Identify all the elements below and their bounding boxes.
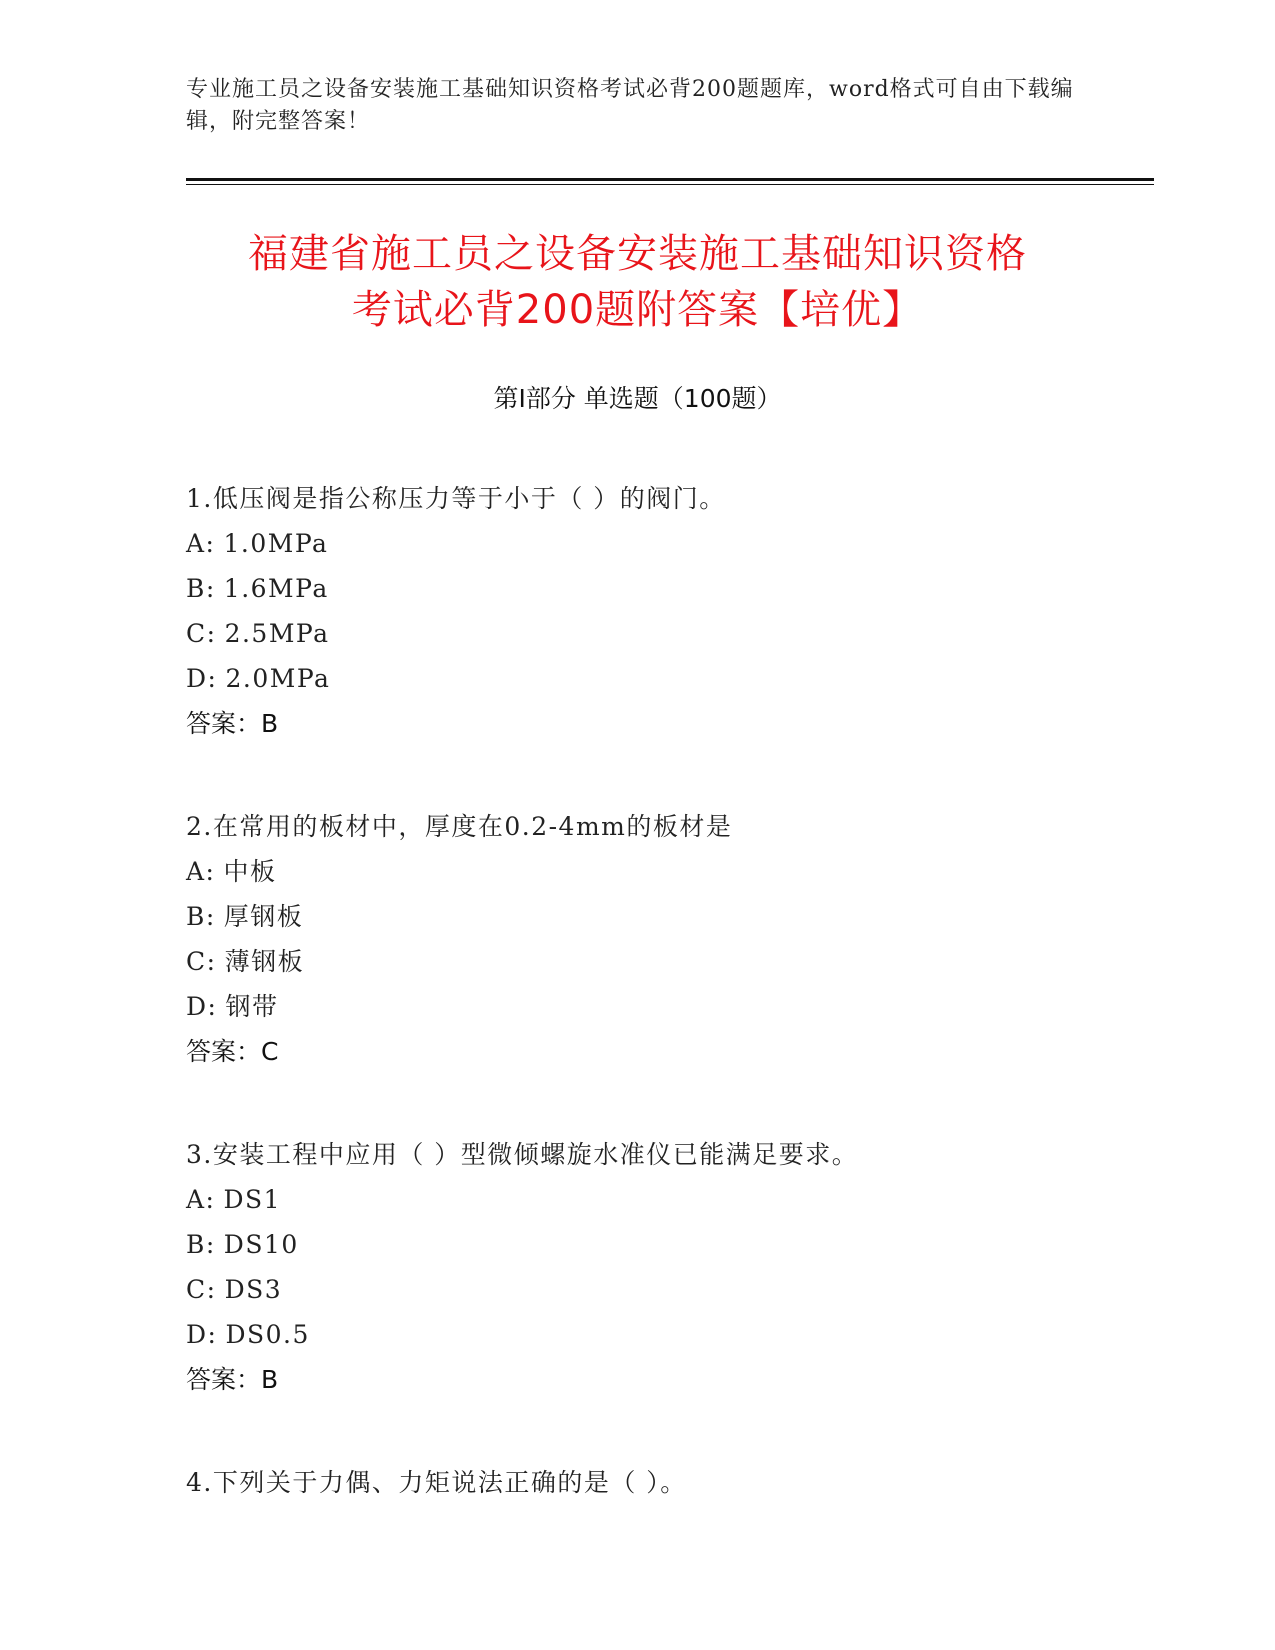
option-value: 2.5MPa <box>224 619 330 648</box>
question-2 <box>186 804 1146 1074</box>
option-value: DS10 <box>223 1230 299 1259</box>
option-key: A: <box>186 529 216 558</box>
question-3 <box>186 1132 1146 1402</box>
option-value: 厚钢板 <box>223 902 304 931</box>
option-a <box>186 521 1146 566</box>
option-key: B: <box>186 902 216 931</box>
answer-line: 答案：B <box>186 1365 279 1394</box>
header-note: 专业施工员之设备安装施工基础知识资格考试必背200题题库，word格式可自由下载编辑，附完整答案！ <box>186 77 1074 134</box>
option-key: C: <box>186 619 217 648</box>
option-key: A: <box>186 857 216 886</box>
answer-line: 答案：C <box>186 1037 279 1066</box>
option-value: 1.6MPa <box>223 574 329 603</box>
answer-line: 答案：B <box>186 709 279 738</box>
option-value: 薄钢板 <box>224 947 305 976</box>
option-key: B: <box>186 1230 216 1259</box>
option-key: D: <box>186 992 218 1021</box>
option-a <box>186 849 1146 894</box>
option-b <box>186 894 1146 939</box>
option-key: D: <box>186 664 218 693</box>
question-text: 2.在常用的板材中，厚度在0.2-4mm的板材是 <box>186 812 733 841</box>
option-value: 中板 <box>223 857 277 886</box>
option-c <box>186 939 1146 984</box>
question-text: 4.下列关于力偶、力矩说法正确的是（ ）。 <box>186 1468 687 1497</box>
option-value: 1.0MPa <box>223 529 329 558</box>
question-1 <box>186 476 1146 746</box>
option-b <box>186 566 1146 611</box>
option-d <box>186 1312 1146 1357</box>
option-key: D: <box>186 1320 218 1349</box>
option-b <box>186 1222 1146 1267</box>
option-value: DS0.5 <box>225 1320 310 1349</box>
question-text: 1.低压阀是指公称压力等于小于（ ）的阀门。 <box>186 484 726 513</box>
question-4 <box>186 1460 1146 1505</box>
option-value: 2.0MPa <box>225 664 331 693</box>
option-key: C: <box>186 947 217 976</box>
option-value: 钢带 <box>225 992 279 1021</box>
header-rule-thin <box>186 184 1154 185</box>
option-c <box>186 1267 1146 1312</box>
option-a <box>186 1177 1146 1222</box>
option-d <box>186 656 1146 701</box>
option-value: DS3 <box>224 1275 283 1304</box>
document-title-line-2: 考试必背200题附答案【培优】 <box>351 287 924 333</box>
document-title-line-1: 福建省施工员之设备安装施工基础知识资格 <box>248 231 1027 277</box>
option-key: C: <box>186 1275 217 1304</box>
header-rule-thick <box>186 178 1154 181</box>
section-title: 第I部分 单选题（100题） <box>493 384 782 413</box>
question-text: 3.安装工程中应用（ ）型微倾螺旋水准仪已能满足要求。 <box>186 1140 859 1169</box>
option-d <box>186 984 1146 1029</box>
document-title <box>150 226 1125 338</box>
option-value: DS1 <box>223 1185 282 1214</box>
option-key: B: <box>186 574 216 603</box>
option-key: A: <box>186 1185 216 1214</box>
question-list <box>186 476 1146 1563</box>
option-c <box>186 611 1146 656</box>
